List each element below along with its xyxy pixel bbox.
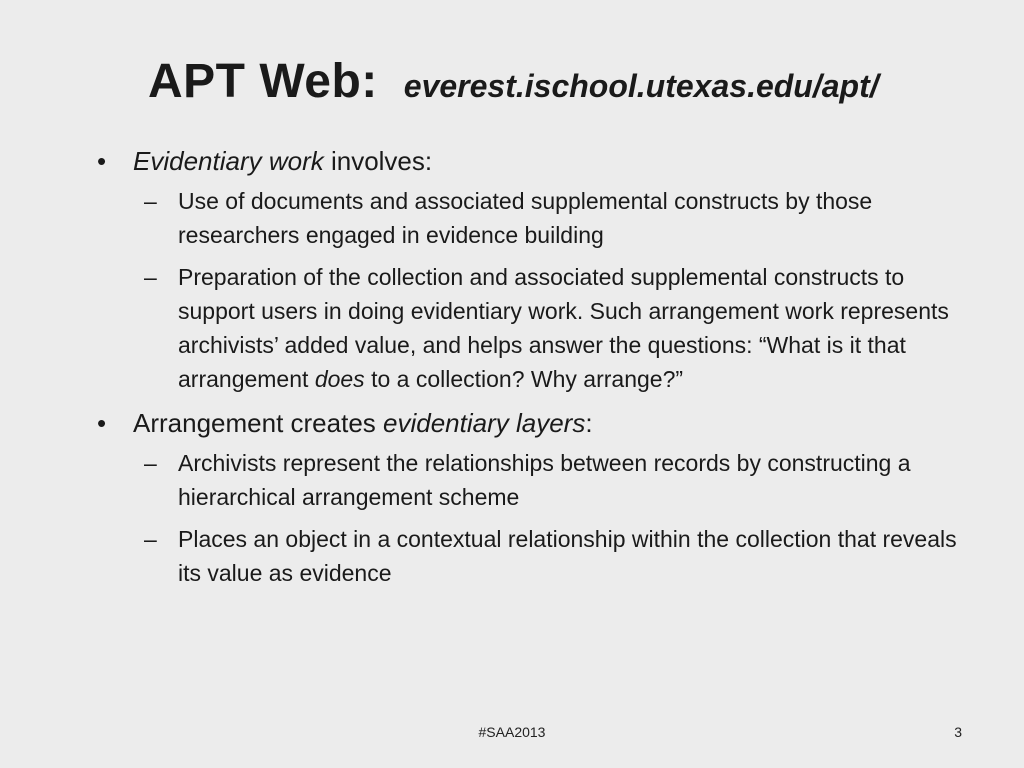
bullet-arrangement-creates [95, 404, 975, 442]
page-number: 3 [954, 724, 962, 740]
sub-bullet-use-of-documents [95, 184, 975, 252]
sub-bullet-marker: – [144, 526, 157, 552]
sub-list-arrangement [95, 446, 975, 590]
title-main: APT Web: [148, 55, 378, 108]
slide-content [95, 142, 975, 598]
sub-bullet-text: Use of documents and associated supplemental constructs by those researchers engaged in evidence building [178, 188, 873, 248]
bullet-text-after: : [585, 408, 593, 438]
sub-bullet-text: Places an object in a contextual relationship within the collection that reveals its value as evidence [178, 526, 957, 586]
bullet-italic: Evidentiary work [133, 146, 324, 176]
bullet-marker: • [97, 146, 107, 176]
bullet-evidentiary-work [95, 142, 975, 180]
bullet-text: involves: [323, 146, 433, 176]
sub-list-evidentiary-work [95, 184, 975, 396]
bullet-italic: evidentiary layers [383, 408, 586, 438]
bullet-text-before: Arrangement creates [133, 408, 384, 438]
sub-bullet-archivists-represent [95, 446, 975, 514]
sub-bullet-places-an-object [95, 522, 975, 590]
sub-bullet-text: Archivists represent the relationships between records by constructing a hierarchical arrangement scheme [178, 450, 911, 510]
sub-bullet-italic: does [314, 366, 365, 392]
footer-hashtag: #SAA2013 [478, 724, 546, 740]
bullet-marker: • [97, 408, 107, 438]
slide-title [148, 55, 879, 108]
sub-bullet-preparation [95, 260, 975, 396]
sub-bullet-text-before: Preparation of the collection and associated supplemental constructs to support users in doing evidentiary work. Such arrangement work represents archivists’ added value, and helps answer the questions: “What is it that arrangement [178, 264, 949, 392]
sub-bullet-marker: – [144, 264, 157, 290]
sub-bullet-marker: – [144, 188, 157, 214]
title-url: everest.ischool.utexas.edu/apt/ [403, 68, 879, 104]
sub-bullet-marker: – [144, 450, 157, 476]
sub-bullet-text-after: to a collection? Why arrange?” [364, 366, 684, 392]
